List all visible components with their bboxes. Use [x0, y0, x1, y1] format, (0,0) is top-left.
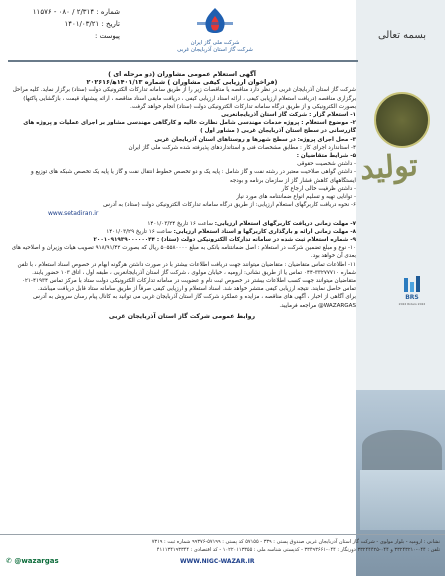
- website-link[interactable]: WWW.NIGC-WAZAR.IR: [180, 558, 255, 565]
- footer-line1: نشانی : ارومیه - بلوار مولوی - شرکت گاز استان آذربایجان غربی صندوق پستی : ۳۳۹ - ۵۷۱۵۵ کد پستی : ۵۷۱۹۹-۹۹۳۷۶ شماره ثبت : ۷۳۱۹: [151, 539, 440, 545]
- letter-meta: [10, 6, 120, 42]
- header-divider: [8, 60, 358, 62]
- setad-url-link[interactable]: www.setadiran.ir: [48, 210, 99, 218]
- item-5a: - داشتن شخصیت حقوقی: [297, 161, 356, 168]
- item-7: [8, 220, 356, 228]
- item-8: [8, 228, 356, 236]
- item-8-value: ساعت ۱۶ تاریخ ۱۴۰۱/۰۳/۲۹: [106, 228, 172, 235]
- item-7-label: ۷- مهلت زمانی دریافت کاربرگهای استعلام ارزیابی:: [214, 220, 356, 227]
- letter-number: شماره : ۲/۳۱۴ / ۰۸۰ - ۱۱۵۷۶: [32, 8, 120, 16]
- gas-company-logo-icon: [193, 6, 237, 36]
- tolid-calligraphy: تولید: [358, 148, 419, 187]
- intro-paragraph: شرکت گاز استان آذربایجان غربی در نظر دارد مناقصه یا مناقصات زیر را از طریق سامانه تدارکات الکترونیکی دولت (ستاد) برگزار نماید. کلیه مراحل برگزاری مناقصه (دریافت استعلام ارزیابی کیفی ، ارائه اسناد ارزیابی کیفی ، دریافت مابقی اسناد مناقصه ، ارائه پیشنهاد قیمت ، بازگشایی پاکتها) بصورت الکترونیکی و از طریق درگاه سامانه تدارکات الکترونیکی دولت (ستاد) انجام خواهد گرفت.: [12, 87, 356, 110]
- logo-line2: شرکت گاز استان آذربایجان غربی: [177, 47, 253, 53]
- item-3: ۳- محل اجرای پروژه: در سطح شهرها و روستاهای استان آذربایجان غربی: [154, 136, 356, 143]
- item-8-label: ۸- مهلت زمانی ارائه و بارگذاری کاربرگها و اسناد استعلام ارزیابی:: [173, 228, 356, 235]
- announcement-title: آگهی استعلام عمومی مشاوران (دو مرحله ای ): [108, 70, 256, 78]
- item-1: ۱- استعلام گزار : شرکت گاز استان آذربایجانغربی: [221, 112, 356, 119]
- signature-line: روابط عمومی شرکت گاز استان آذربایجان غربی: [108, 312, 256, 320]
- rock-formation-image: [362, 430, 442, 470]
- letter-attachment: پیوست :: [95, 32, 120, 40]
- item-7-value: ساعت ۱۶ تاریخ ۱۴۰۱/۰۳/۲۴: [147, 220, 213, 227]
- item-4: ۴- استاندارد اجرای کار : مطابق مشخصات فنی و استانداردهای پذیرفته شده شرکت ملی گاز ایران: [128, 144, 356, 151]
- item-5c: - داشتن ظرفیت خالی ارجاع کار: [281, 185, 356, 192]
- emblem-badge-icon: [374, 92, 430, 148]
- footer-divider: [0, 534, 445, 535]
- item-9: ۹- شماره استعلام ثبت شده در سامانه تدارکات الکترونیکی دولت (ستاد) : ۲۰۰۱۰۹۱۹۳۹۰۰۰۰۰۰۴۴: [93, 237, 356, 244]
- announcement-body: [8, 70, 356, 321]
- basmala-heading: بسمه تعالی: [377, 30, 427, 41]
- item-11: ۱۱- اطلاعات تماس متقاضیان : متقاضیان میتوانند جهت دریافت اطلاعات بیشتر با در صورت داشتن هرگونه ابهام در خصوص اسناد استعلام ، با تلفن شماره ۳۳۲۷۷۷۱۰-۰۴۴ تماس یا از طریق نشانی: ارومیه ، خیابان مولوی ، شرکت گاز استان آذربایجانغربی ، طبقه اول ، اتاق ۱۰۳ حضور یابند.: [17, 261, 356, 276]
- company-logo: [170, 6, 260, 54]
- letter-date: تاریخ : ۱۴۰۱/۰۳/۲۱: [64, 20, 120, 28]
- item-5: ۵- شرایط متقاضیان :: [296, 153, 356, 160]
- item-5d: - توانایی تهیه و تسلیم انواع ضمانتنامه های مورد نیاز: [236, 194, 356, 201]
- logo-line1: شرکت ملی گاز ایران: [190, 40, 240, 46]
- item-6: ۶- نحوه دریافت کاربرگهای استعلام ارزیابی: از طریق درگاه سامانه تدارکات الکترونیکی دولت (ستاد) به آدرس: [103, 202, 356, 209]
- item-12: متقاضیان میتوانند جهت کسب اطلاعات بیشتر در خصوص ثبت نام و عضویت در سامانه تدارکات الکترونیکی دولت ستاد با مرکز تماس ۴۱۹۳۴-۰۲۱ تماس حاصل نمایند. نتیجه ارزیابی کیفی منتشر خواهد شد. اسناد استعلام و ارزیابی کیفی صرفاً از طریق سامانه ستاد قابل دریافت میباشد.: [21, 278, 356, 293]
- item-2: ۲- موضوع استعلام : پروژه خدمات مهندسی شامل نظارت عالیه و کارگاهی مهندسی مشاور بر اجرای عملیات و پروژه های گازرسانی در سطح استان آذربایجان غربی ( مشاور اول ): [23, 120, 356, 135]
- item-13: برای آگاهی از اخبار ، آگهی های مناقصه ، مزایده و عملکرد شرکت گاز استان آذربایجان غربی می توانید به کانال پیام رسان سروش به آدرس WAZARGAS@ مراجعه فرمایید.: [33, 294, 356, 309]
- brs-label: BRS: [405, 294, 419, 301]
- brs-sublabel: 2022 Riders 2022: [398, 302, 426, 306]
- social-handle-text: @wazargas: [14, 557, 59, 565]
- whatsapp-icon: ✆: [6, 557, 12, 565]
- brs-logo-icon: [394, 276, 430, 306]
- announcement-subtitle: (فراخوان ارزیابی کیفی مشاوران ) شماره ۱۴۰۱/۱۳ه‍/۲۰۲۶۱۶: [86, 78, 278, 87]
- footer-address: [6, 538, 440, 554]
- social-handle[interactable]: [6, 557, 59, 565]
- footer-line2: تلفن : ۰۴۴-۳۳۲۴۳۲۱۰ و ۰۴۴-۳۳۲۴۴۴۲۵ دورنگار : ۰۴۴-۳۳۴۹۳۶۶۱ - کدپستی شناسه ملی : ۱۰۲۲۰۱۱۳۳۵۵ - کد اقتصادی : ۴۱۱۱۳۴۱۹۳۳۴۴: [156, 547, 440, 553]
- item-10: ۱۰- نوع و مبلغ تضمین شرکت در استعلام : اصل ضمانتنامه بانکی به مبلغ ۵۰۵۵۸۰۰۰۰ ریال که بصورت ۹۱۸/۹۱/۴۲ تصویب هیات وزیران و اصلاحیه های بعدی آن خواهد بود.: [11, 245, 356, 260]
- lake-image: [360, 470, 445, 530]
- item-5b: - داشتن گواهی صلاحیت معتبر در رشته نفت و گاز شامل : پایه یک و دو تخصص خطوط انتقال نفت و گاز یا پایه یک تخصص شبکه های توزیع و ایستگاههای کاهش فشار گاز از سازمان برنامه و بودجه: [31, 169, 356, 184]
